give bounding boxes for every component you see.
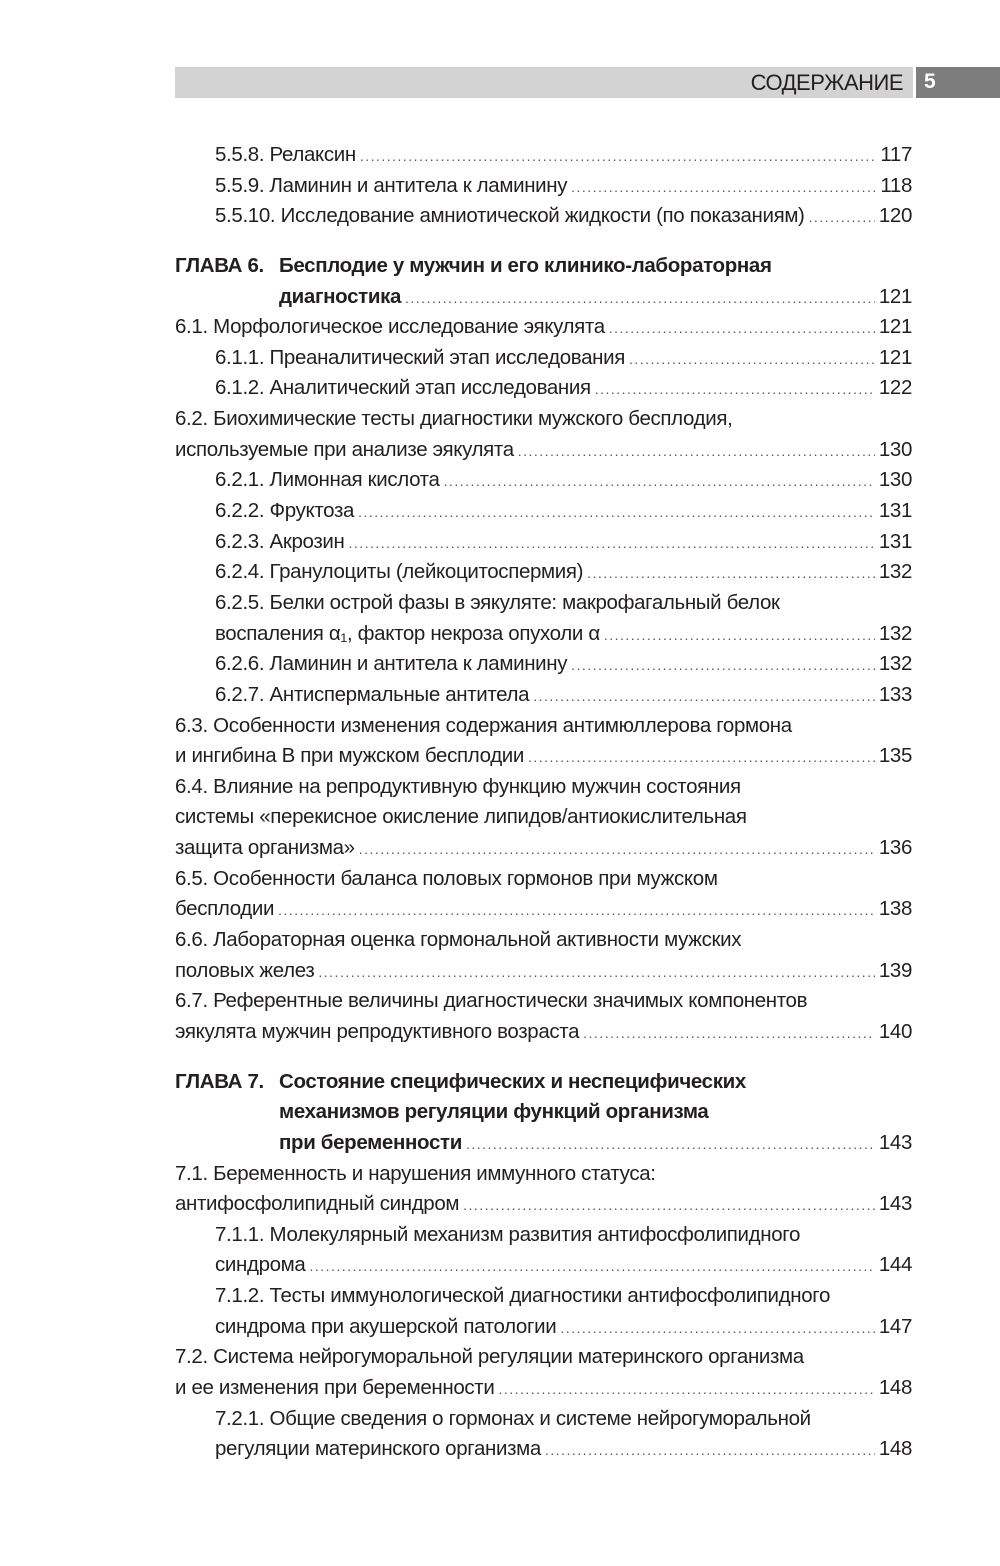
entry-title-line: 6.2.1. Лимонная кислота — [215, 468, 440, 492]
running-header-bar — [175, 67, 913, 98]
dot-leader — [278, 895, 875, 926]
toc-entry — [175, 373, 912, 404]
dot-leader — [595, 374, 875, 405]
entry-title-line: 6.1.2. Аналитический этап исследования — [215, 376, 591, 400]
entry-title-line: бесплодии — [175, 897, 275, 921]
dot-leader — [518, 436, 875, 467]
dot-leader — [571, 172, 876, 203]
dot-leader — [629, 344, 875, 375]
entry-page-number: 121 — [878, 345, 912, 369]
toc-entry — [175, 864, 912, 925]
page-number-box — [916, 67, 1000, 98]
entry-page-number: 120 — [878, 204, 912, 228]
toc-entry — [175, 465, 912, 496]
entry-title-line: защита организма» — [175, 836, 355, 860]
entry-title-line: 6.2.3. Акрозин — [215, 529, 345, 553]
toc-entry — [175, 171, 912, 202]
dot-leader — [359, 834, 875, 865]
entry-page-number: 147 — [878, 1314, 912, 1338]
dot-leader — [587, 558, 875, 589]
entry-page-number: 132 — [878, 652, 912, 676]
entry-page-number: 148 — [878, 1375, 912, 1399]
entry-page-number: 122 — [878, 376, 912, 400]
entry-title-line: и ее изменения при беременности — [175, 1375, 495, 1399]
entry-title-line: системы «перекисное окисление липидов/антиокислительная — [175, 805, 747, 829]
entry-title-line: 6.4. Влияние на репродуктивную функцию мужчин состояния — [175, 774, 741, 798]
dot-leader — [609, 313, 875, 344]
dot-leader — [360, 141, 877, 172]
entry-title-line: при беременности — [279, 1130, 462, 1154]
entry-title-line: механизмов регуляции функций организма — [279, 1100, 709, 1124]
toc-entry — [175, 588, 912, 649]
dot-leader — [809, 202, 875, 233]
entry-page-number: 140 — [878, 1019, 912, 1043]
toc-entry — [175, 1342, 912, 1403]
dot-leader — [560, 1313, 875, 1344]
entry-title-line: 6.7. Референтные величины диагностически значимых компонентов — [175, 989, 808, 1013]
entry-title-line: 7.1.2. Тесты иммунологической диагностики антифосфолипидного — [215, 1284, 831, 1308]
entry-title-line: регуляции материнского организма — [215, 1437, 541, 1461]
toc-entry — [175, 404, 912, 465]
toc-entry — [175, 772, 912, 864]
entry-page-number: 138 — [878, 897, 912, 921]
entry-title-line: 6.3. Особенности изменения содержания антимюллерова гормона — [175, 713, 792, 737]
entry-title-line: 6.6. Лабораторная оценка гормональной активности мужских — [175, 928, 742, 952]
entry-page-number: 144 — [878, 1253, 912, 1277]
entry-title-line: 6.1.1. Преаналитический этап исследования — [215, 345, 625, 369]
entry-title-line: 6.5. Особенности баланса половых гормонов при мужском — [175, 866, 718, 890]
dot-leader — [466, 1129, 875, 1160]
entry-title-line: 6.2.6. Ламинин и антитела к ламинину — [215, 652, 568, 676]
entry-page-number: 121 — [878, 315, 912, 339]
toc-entry — [175, 1281, 912, 1342]
entry-page-number: 143 — [878, 1130, 912, 1154]
entry-title-line: 5.5.9. Ламинин и антитела к ламинину — [215, 173, 568, 197]
entry-title-line: половых желез — [175, 958, 315, 982]
dot-leader — [498, 1374, 874, 1405]
entry-page-number: 135 — [878, 744, 912, 768]
dot-leader — [444, 466, 875, 497]
entry-title-line: 6.2. Биохимические тесты диагностики мужского бесплодия, — [175, 407, 733, 431]
entry-page-number: 132 — [878, 621, 912, 645]
entry-title-line: синдрома при акушерской патологии — [215, 1314, 557, 1338]
dot-leader — [583, 1018, 875, 1049]
chapter-label: ГЛАВА 6. — [175, 253, 264, 277]
dot-leader — [358, 497, 875, 528]
table-of-contents — [175, 140, 912, 1465]
toc-chapter-heading — [175, 251, 912, 312]
entry-title-line: 6.2.2. Фруктоза — [215, 499, 355, 523]
toc-chapter-heading — [175, 1067, 912, 1159]
dot-leader — [604, 620, 875, 651]
toc-entry — [175, 201, 912, 232]
entry-page-number: 139 — [878, 958, 912, 982]
dot-leader — [348, 528, 874, 559]
dot-leader — [545, 1435, 875, 1466]
entry-page-number: 136 — [878, 836, 912, 860]
toc-entry — [175, 527, 912, 558]
entry-title-line: Состояние специфических и неспецифических — [279, 1069, 746, 1093]
entry-title-line: эякулята мужчин репродуктивного возраста — [175, 1019, 580, 1043]
entry-title-line: 6.1. Морфологическое исследование эякулята — [175, 315, 605, 339]
entry-title-line: 7.2.1. Общие сведения о гормонах и системе нейрогуморальной — [215, 1406, 811, 1430]
toc-entry — [175, 557, 912, 588]
entry-page-number: 132 — [878, 560, 912, 584]
toc-entry — [175, 680, 912, 711]
dot-leader — [318, 957, 874, 988]
entry-page-number: 133 — [878, 682, 912, 706]
toc-entry — [175, 1220, 912, 1281]
toc-entry — [175, 496, 912, 527]
entry-title-line: 5.5.10. Исследование амниотической жидкости (по показаниям) — [215, 204, 805, 228]
page-number: 5 — [924, 70, 936, 93]
entry-title-line: синдрома — [215, 1253, 306, 1277]
entry-title-line: 6.2.7. Антиспермальные антитела — [215, 682, 530, 706]
entry-title-line: диагностика — [279, 284, 402, 308]
toc-entry — [175, 343, 912, 374]
entry-title-line: 7.2. Система нейрогуморальной регуляции материнского организма — [175, 1345, 804, 1369]
running-header-title: СОДЕРЖАНИЕ — [750, 70, 903, 95]
toc-entry — [175, 1159, 912, 1220]
dot-leader — [533, 681, 875, 712]
dot-leader — [405, 283, 875, 314]
entry-page-number: 131 — [878, 529, 912, 553]
entry-title-line: используемые при анализе эякулята — [175, 437, 514, 461]
toc-entry — [175, 986, 912, 1047]
entry-title-line: воспаления α₁, фактор некроза опухоли α — [215, 621, 600, 645]
entry-page-number: 143 — [878, 1192, 912, 1216]
entry-title-line: 5.5.8. Релаксин — [215, 143, 356, 166]
dot-leader — [528, 742, 875, 773]
entry-title-line: 7.1.1. Молекулярный механизм развития антифосфолипидного — [215, 1222, 801, 1246]
entry-page-number: 131 — [878, 499, 912, 523]
entry-title-line: Бесплодие у мужчин и его клинико-лабораторная — [279, 253, 772, 277]
dot-leader — [463, 1190, 875, 1221]
entry-page-number: 130 — [878, 437, 912, 461]
toc-entry — [175, 140, 912, 171]
entry-page-number: 117 — [880, 143, 912, 166]
entry-page-number: 130 — [878, 468, 912, 492]
entry-page-number: 121 — [878, 284, 912, 308]
toc-entry — [175, 1404, 912, 1465]
chapter-label: ГЛАВА 7. — [175, 1069, 264, 1093]
entry-title-line: 7.1. Беременность и нарушения иммунного статуса: — [175, 1161, 656, 1185]
toc-entry — [175, 925, 912, 986]
entry-page-number: 118 — [880, 173, 912, 197]
toc-entry — [175, 711, 912, 772]
entry-page-number: 148 — [878, 1437, 912, 1461]
toc-entry — [175, 312, 912, 343]
dot-leader — [309, 1251, 874, 1282]
entry-title-line: 6.2.4. Гранулоциты (лейкоцитоспермия) — [215, 560, 584, 584]
entry-title-line: 6.2.5. Белки острой фазы в эякуляте: макрофагальный белок — [215, 590, 780, 614]
toc-entry — [175, 649, 912, 680]
dot-leader — [571, 650, 875, 681]
entry-title-line: антифосфолипидный синдром — [175, 1192, 460, 1216]
entry-title-line: и ингибина В при мужском бесплодии — [175, 744, 525, 768]
